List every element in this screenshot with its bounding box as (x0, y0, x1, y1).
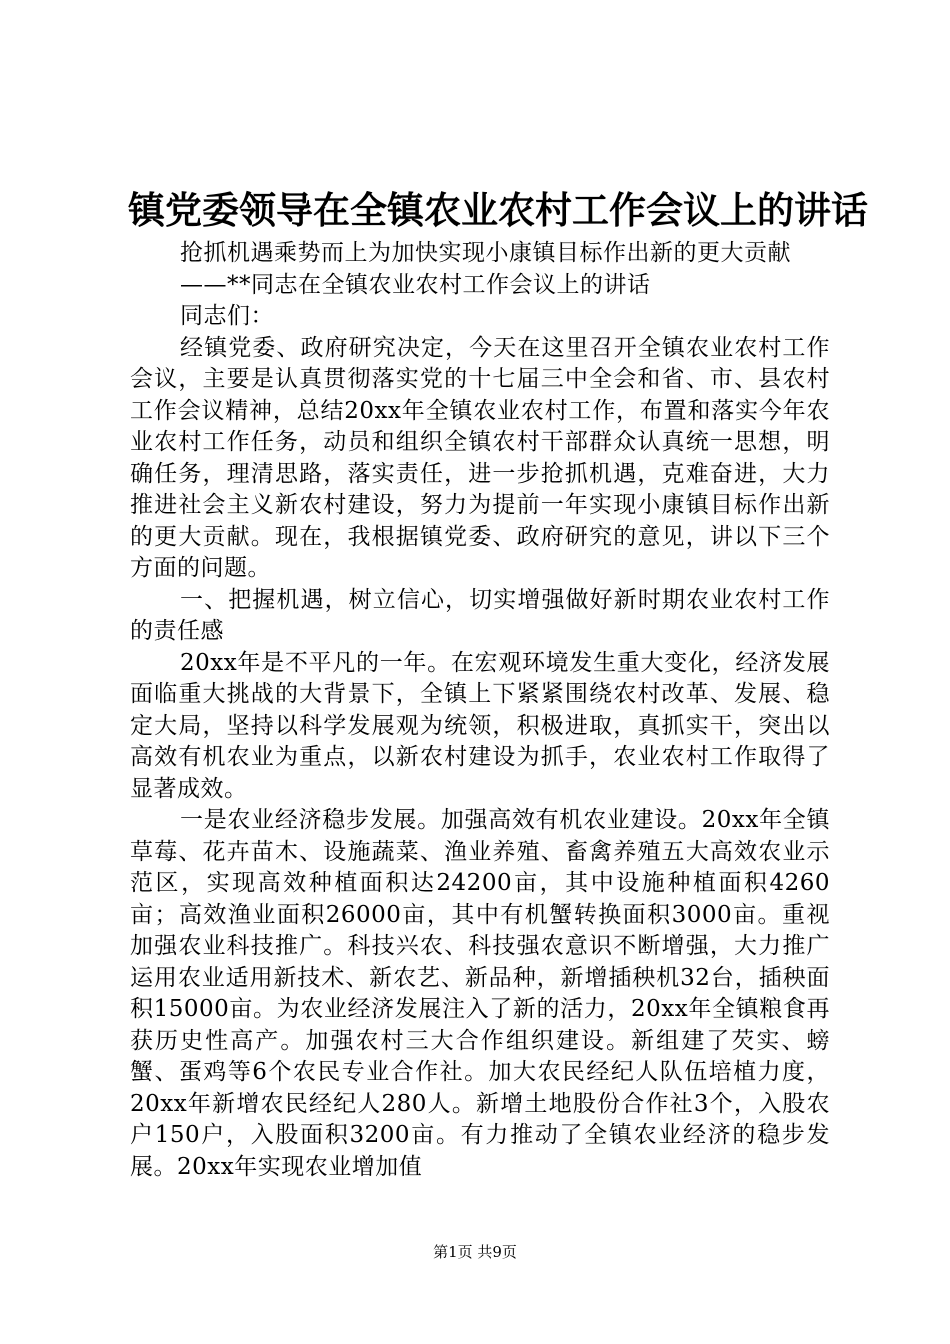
paragraph-review: 20xx年是不平凡的一年。在宏观环境发生重大变化，经济发展面临重大挑战的大背景下，全镇上下紧紧围绕农村改革、发展、稳定大局，坚持以科学发展观为统领，积极进取，真抓实干，突出以高效有机农业为重点，以新农村建设为抓手，农业农村工作取得了显著成效。 (130, 649, 830, 802)
section-heading-1: 一、把握机遇，树立信心，切实增强做好新时期农业农村工作的责任感 (130, 586, 830, 644)
document-body (130, 238, 830, 1183)
page-footer: 第1页 共9页 (433, 1243, 517, 1261)
document-title: 镇党委领导在全镇农业农村工作会议上的讲话 (128, 188, 868, 232)
salutation: 同志们： (180, 303, 274, 329)
byline: ——**同志在全镇农业农村工作会议上的讲话 (180, 271, 651, 298)
paragraph-intro: 经镇党委、政府研究决定，今天在这里召开全镇农业农村工作会议，主要是认真贯彻落实党的十七届三中全会和省、市、县农村工作会议精神，总结20xx年全镇农业农村工作，布置和落实今年农业农村工作任务，动员和组织全镇农村干部群众认真统一思想，明确任务，理清思路，落实责任，进一步抢抓机遇，克难奋进，大力推进社会主义新农村建设，努力为提前一年实现小康镇目标作出新的更大贡献。现在，我根据镇党委、政府研究的意见，讲以下三个方面的问题。 (130, 334, 830, 581)
subtitle: 抢抓机遇乘势而上为加快实现小康镇目标作出新的更大贡献 (180, 240, 791, 266)
paragraph-agriculture: 一是农业经济稳步发展。加强高效有机农业建设。20xx年全镇草莓、花卉苗木、设施蔬菜、渔业养殖、畜禽养殖五大高效农业示范区，实现高效种植面积达24200亩，其中设施种植面积4260亩；高效渔业面积26000亩，其中有机蟹转换面积3000亩。重视加强农业科技推广。科技兴农、科技强农意识不断增强，大力推广运用农业适用新技术、新农艺、新品种，新增插秧机32台，插秧面积15000亩。为农业经济发展注入了新的活力，20xx年全镇粮食再获历史性高产。加强农村三大合作组织建设。新组建了芡实、螃蟹、蛋鸡等6个农民专业合作社。加大农民经纪人队伍培植力度，20xx年新增农民经纪人280人。新增土地股份合作社3个，入股农户150户，入股面积3200亩。有力推动了全镇农业经济的稳步发展。20xx年实现农业增加值 (130, 807, 830, 1180)
